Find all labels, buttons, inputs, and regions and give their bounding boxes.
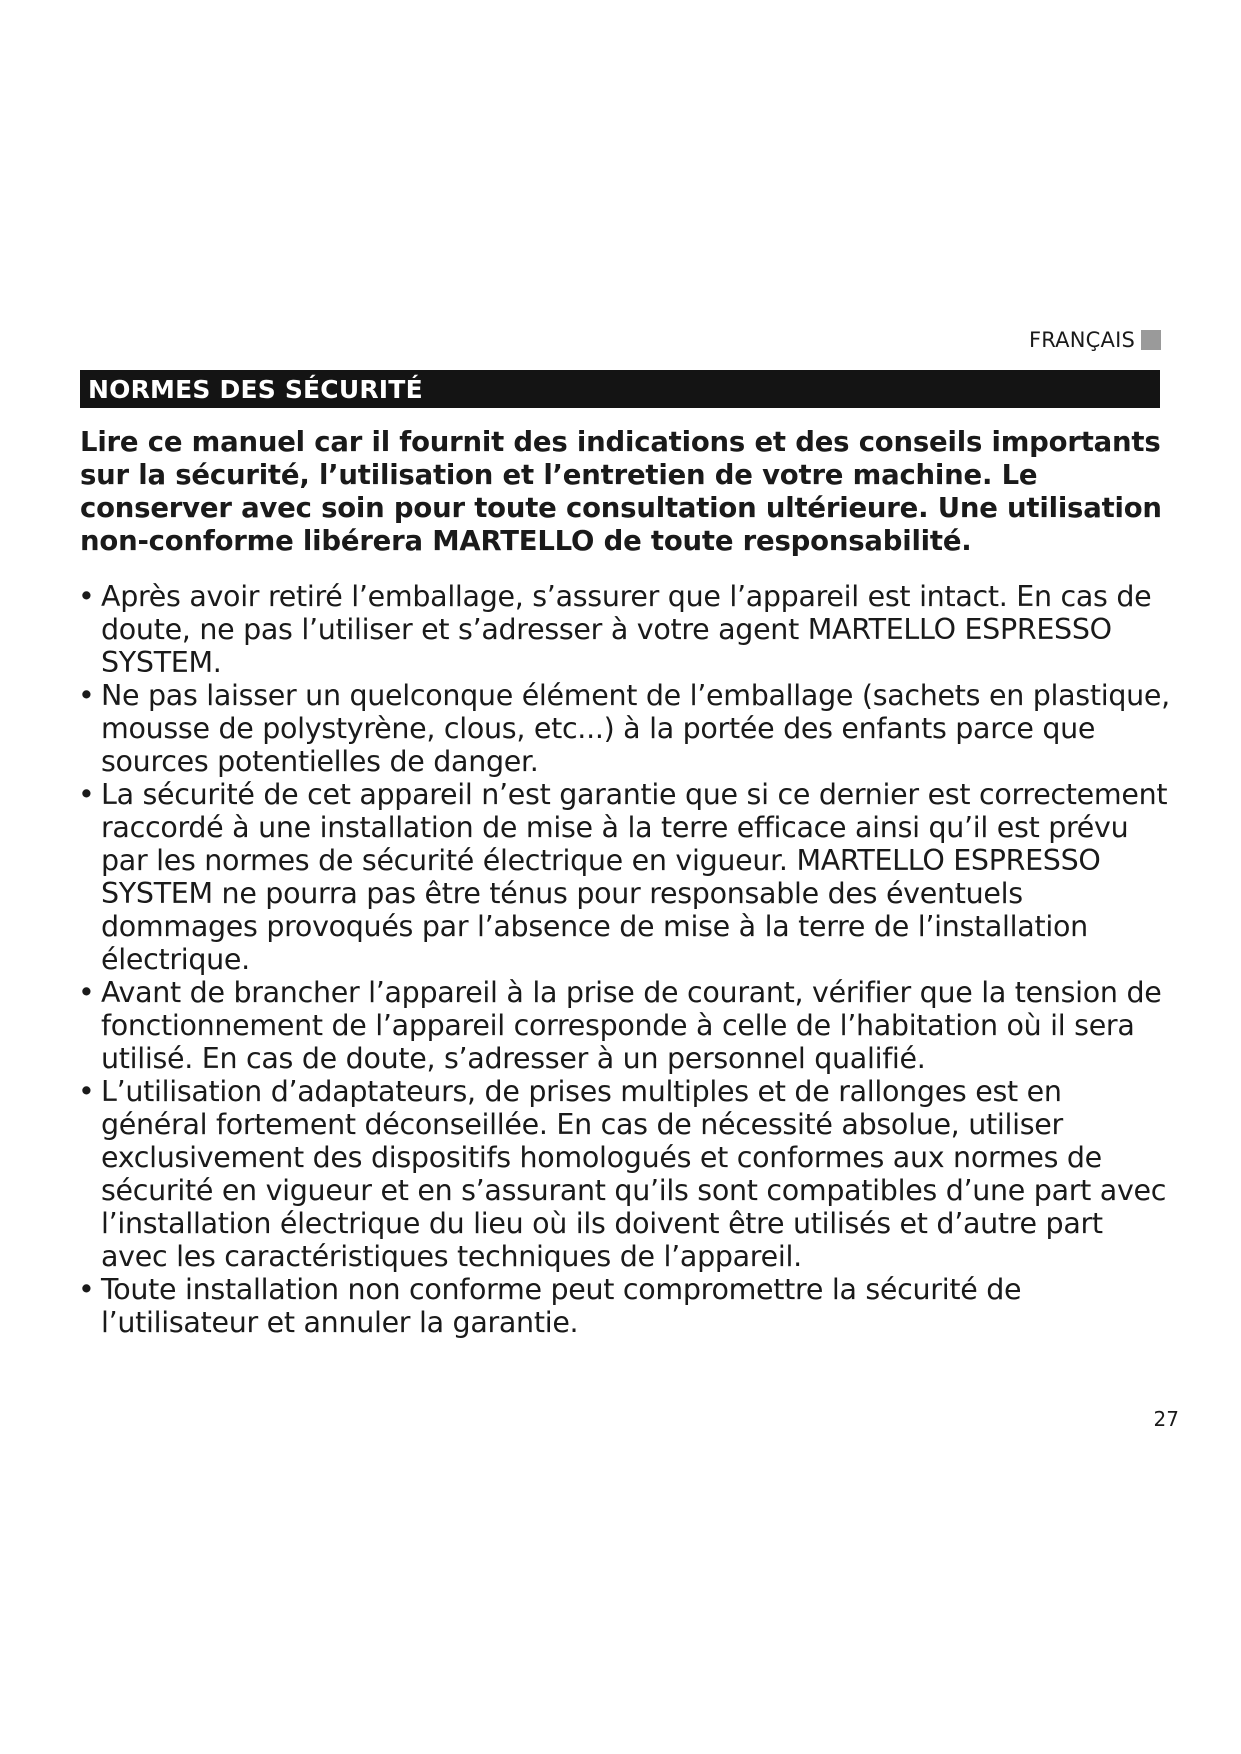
list-item-text: Après avoir retiré l’emballage, s’assurer que l’appareil est intact. En cas de doute, ne pas l’utiliser et s’adresser à votre agent MARTELLO ESPRESSO SYSTEM.: [101, 580, 1152, 679]
intro-paragraph: Lire ce manuel car il fournit des indications et des conseils importants sur la sécurité, l’utilisation et l’entretien de votre machine. Le conserver avec soin pour toute consultation ultérieure. Une utilisation non-conforme libérera MARTELLO de toute responsabilité.: [80, 426, 1162, 557]
list-item: [78, 1273, 1173, 1339]
bullet-icon: •: [78, 1273, 95, 1306]
list-item-text: L’utilisation d’adaptateurs, de prises multiples et de rallonges est en général fortement déconseillée. En cas de nécessité absolue, utiliser exclusivement des dispositifs homologués et conformes aux normes de sécurité en vigueur et en s’assurant qu’ils sont compatibles d’une part avec l’installation électrique du lieu où ils doivent être utilisés et d’autre part avec les caractéristiques techniques de l’appareil.: [101, 1075, 1167, 1273]
list-item-text: Avant de brancher l’appareil à la prise de courant, vérifier que la tension de fonctionnement de l’appareil corresponde à celle de l’habitation où il sera utilisé. En cas de doute, s’adresser à un personnel qualifié.: [101, 976, 1162, 1075]
list-item: [78, 580, 1173, 679]
list-item-text: Toute installation non conforme peut compromettre la sécurité de l’utilisateur et annuler la garantie.: [101, 1273, 1022, 1339]
list-item: [78, 778, 1173, 976]
section-title: NORMES DES SÉCURITÉ: [88, 374, 423, 404]
page-number: 27: [1153, 1407, 1179, 1431]
bullet-icon: •: [78, 679, 95, 712]
bullet-icon: •: [78, 580, 95, 613]
list-item: [78, 976, 1173, 1075]
language-marker: [1029, 328, 1161, 352]
language-label: FRANÇAIS: [1028, 328, 1135, 352]
list-item-text: Ne pas laisser un quelconque élément de l’emballage (sachets en plastique, mousse de polystyrène, clous, etc...) à la portée des enfants parce que sources potentielles de danger.: [101, 679, 1170, 778]
bullet-icon: •: [78, 1075, 95, 1108]
section-header-bar: [80, 370, 1160, 408]
bullet-icon: •: [78, 778, 95, 811]
list-item-text: La sécurité de cet appareil n’est garantie que si ce dernier est correctement raccordé à une installation de mise à la terre efficace ainsi qu’il est prévu par les normes de sécurité électrique en vigueur. MARTELLO ESPRESSO SYSTEM ne pourra pas être ténus pour responsable des éventuels dommages provoqués par l’absence de mise à la terre de l’installation électrique.: [101, 778, 1168, 976]
language-square-icon: [1141, 330, 1161, 350]
bullet-icon: •: [78, 976, 95, 1009]
safety-rules-list: [78, 580, 1173, 1339]
list-item: [78, 679, 1173, 778]
list-item: [78, 1075, 1173, 1273]
